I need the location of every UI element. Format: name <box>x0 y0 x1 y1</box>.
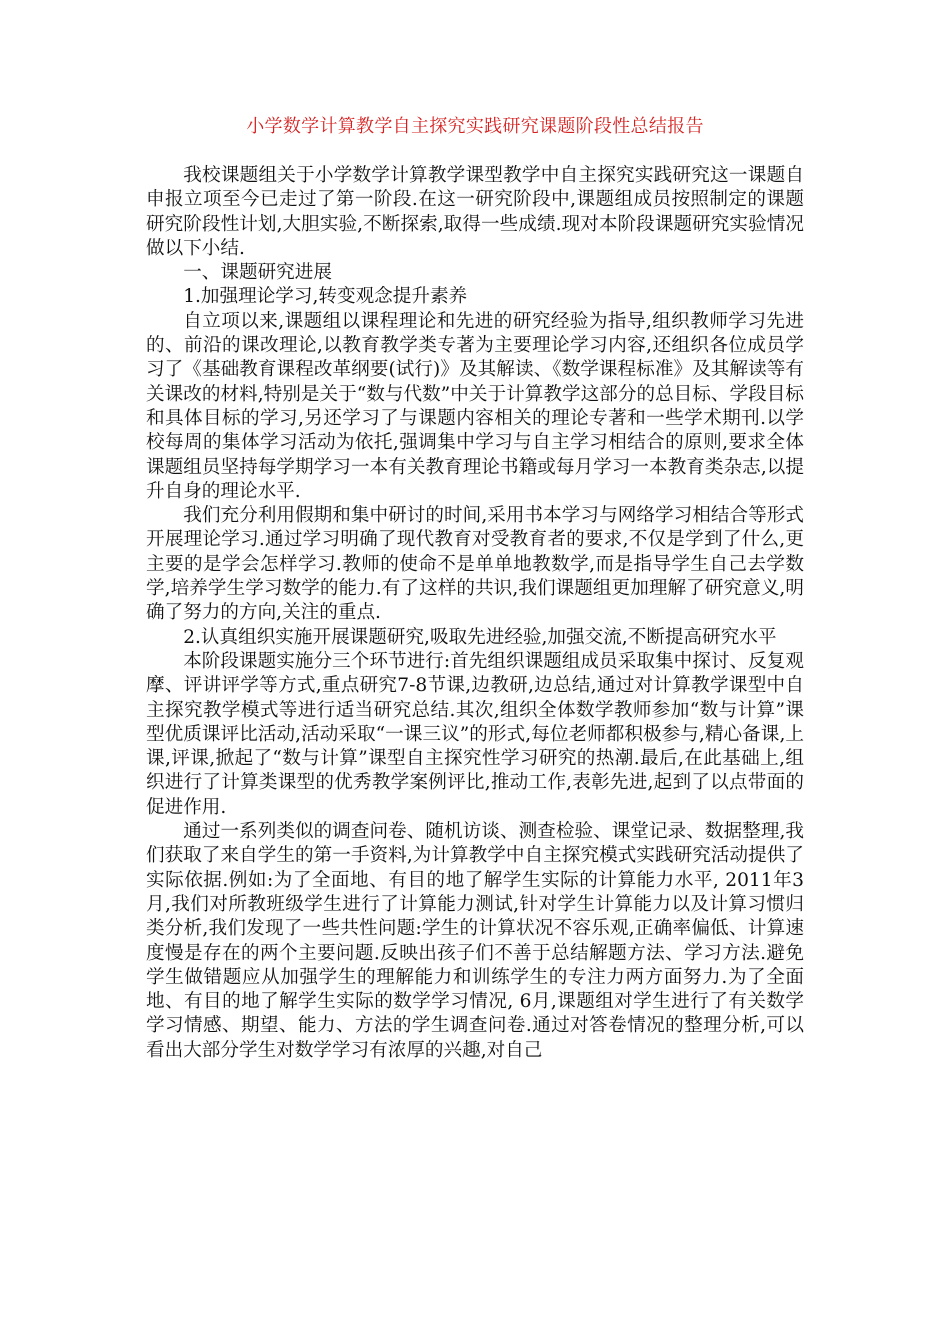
theory-study-paragraph: 自立项以来,课题组以课程理论和先进的研究经验为指导,组织教师学习先进的、前沿的课改理论,以教育教学类专著为主要理论学习内容,还组织各位成员学习了《基础教育课程改革纲要(试行)》及其解读、《数学课程标准》及其解读等有关课改的材料,特别是关于“数与代数”中关于计算教学这部分的总目标、学段目标和具体目标的学习,另还学习了与课题内容相关的理论专著和一些学术期刊.以学校每周的集体学习活动为依托,强调集中学习与自主学习相结合的原则,要求全体课题组员坚持每学期学习一本有关教育理论书籍或每月学习一本教育类杂志,以提升自身的理论水平. <box>146 310 804 502</box>
subheading-research-implementation: 2.认真组织实施开展课题研究,吸取先进经验,加强交流,不断提高研究水平 <box>183 626 777 648</box>
document-page <box>146 112 804 1063</box>
holiday-study-paragraph: 我们充分利用假期和集中研讨的时间,采用书本学习与网络学习相结合等形式开展理论学习.通过学习明确了现代教育对受教育者的要求,不仅是学到了什么,更主要的是学会怎样学习.教师的使命不是单单地教数学,而是指导学生自己去学数学,培养学生学习数学的能力.有了这样的共识,我们课题组更加理解了研究意义,明确了努力的方向,关注的重点. <box>146 505 804 624</box>
intro-paragraph: 我校课题组关于小学数学计算教学课型教学中自主探究实践研究这一课题自申报立项至今已走过了第一阶段.在这一研究阶段中,课题组成员按照制定的课题研究阶段性计划,大胆实验,不断探索,取得一些成绩.现对本阶段课题研究实验情况做以下小结. <box>146 165 804 259</box>
section-heading-progress: 一、课题研究进展 <box>183 262 332 284</box>
survey-paragraph: 通过一系列类似的调查问卷、随机访谈、测查检验、课堂记录、数据整理,我们获取了来自学生的第一手资料,为计算教学中自主探究模式实践研究活动提供了实际依据.例如:为了全面地、有目的地了解学生实际的计算能力水平, 2011年3月,我们对所教班级学生进行了计算能力测试,针对学生计算能力以及计算习惯归类分析,我们发现了一些共性问题:学生的计算状况不容乐观,正确率偏低、计算速度慢是存在的两个主要问题.反映出孩子们不善于总结解题方法、学习方法.避免学生做错题应从加强学生的理解能力和训练学生的专注力两方面努力.为了全面地、有目的地了解学生实际的数学学习情况, 6月,课题组对学生进行了有关数学学习情感、期望、能力、方法的学生调查问卷.通过对答卷情况的整理分析,可以看出大部分学生对数学学习有浓厚的兴趣,对自己 <box>146 821 804 1061</box>
implementation-paragraph: 本阶段课题实施分三个环节进行:首先组织课题组成员采取集中探讨、反复观摩、评讲评学等方式,重点研究7-8节课,边教研,边总结,通过对计算教学课型中自主探究教学模式等进行适当研究总结.其次,组织全体数学教师参加“数与计算”课型优质课评比活动,活动采取“一课三议”的形式,每位老师都积极参与,精心备课,上课,评课,掀起了“数与计算”课型自主探究性学习研究的热潮.最后,在此基础上,组织进行了计算类课型的优秀教学案例评比,推动工作,表彰先进,起到了以点带面的促进作用. <box>146 650 804 818</box>
subheading-theory-study: 1.加强理论学习,转变观念提升素养 <box>183 286 468 308</box>
document-title: 小学数学计算教学自主探究实践研究课题阶段性总结报告 <box>246 116 704 137</box>
